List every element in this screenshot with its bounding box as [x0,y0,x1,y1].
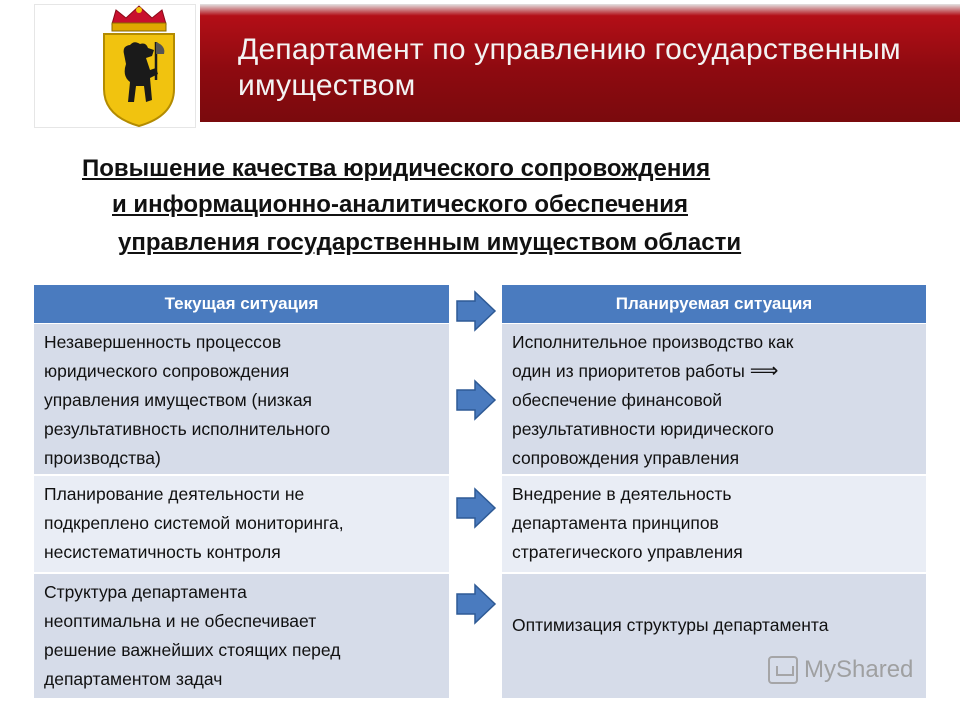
myshared-logo-icon [768,656,798,684]
slide-title-line-3: управления государственным имуществом области [118,229,742,256]
planned-row-3-text: Оптимизация структуры департамента [512,615,829,635]
current-row-3 [34,574,449,698]
planned-row-1 [502,324,926,474]
implies-arrow-icon: ⟹ [749,360,779,382]
slide-title-line-1: Повышение качества юридического сопровождения [82,155,711,182]
current-situation-header: Текущая ситуация [34,285,449,323]
slide-title-line-2: и информационно-аналитического обеспечения [112,191,688,218]
header-right-arrow-icon [455,290,497,332]
coat-of-arms-icon [94,4,184,128]
watermark-text: MyShared [804,656,914,683]
myshared-watermark [768,656,913,684]
planned-row-1-text-part1: Исполнительное производство как один из приоритетов работы [512,332,794,381]
planned-situation-header: Планируемая ситуация [502,285,926,323]
row-1-right-arrow-icon [455,379,497,421]
planned-row-2-text: Внедрение в деятельность департамента принципов стратегического управления [512,484,743,562]
planned-row-1-text-part2: обеспечение финансовой результативности юридического сопровождения управления [512,390,774,468]
current-row-2 [34,476,449,572]
current-row-2-text: Планирование деятельности не подкреплено системой мониторинга, несистематичность контроля [44,484,344,562]
row-2-right-arrow-icon [455,487,497,529]
row-3-right-arrow-icon [455,583,497,625]
planned-row-1-text [512,328,916,473]
current-row-1 [34,324,449,474]
current-row-3-text: Структура департамента неоптимальна и не обеспечивает решение важнейших стоящих перед департаментом задач [44,582,341,689]
department-title: Департамент по управлению государственным имуществом [238,33,901,102]
planned-row-2 [502,476,926,572]
crest-panel [34,4,196,128]
current-row-1-text: Незавершенность процессов юридического сопровождения управления имуществом (низкая результативность исполнительного производства) [44,332,331,468]
